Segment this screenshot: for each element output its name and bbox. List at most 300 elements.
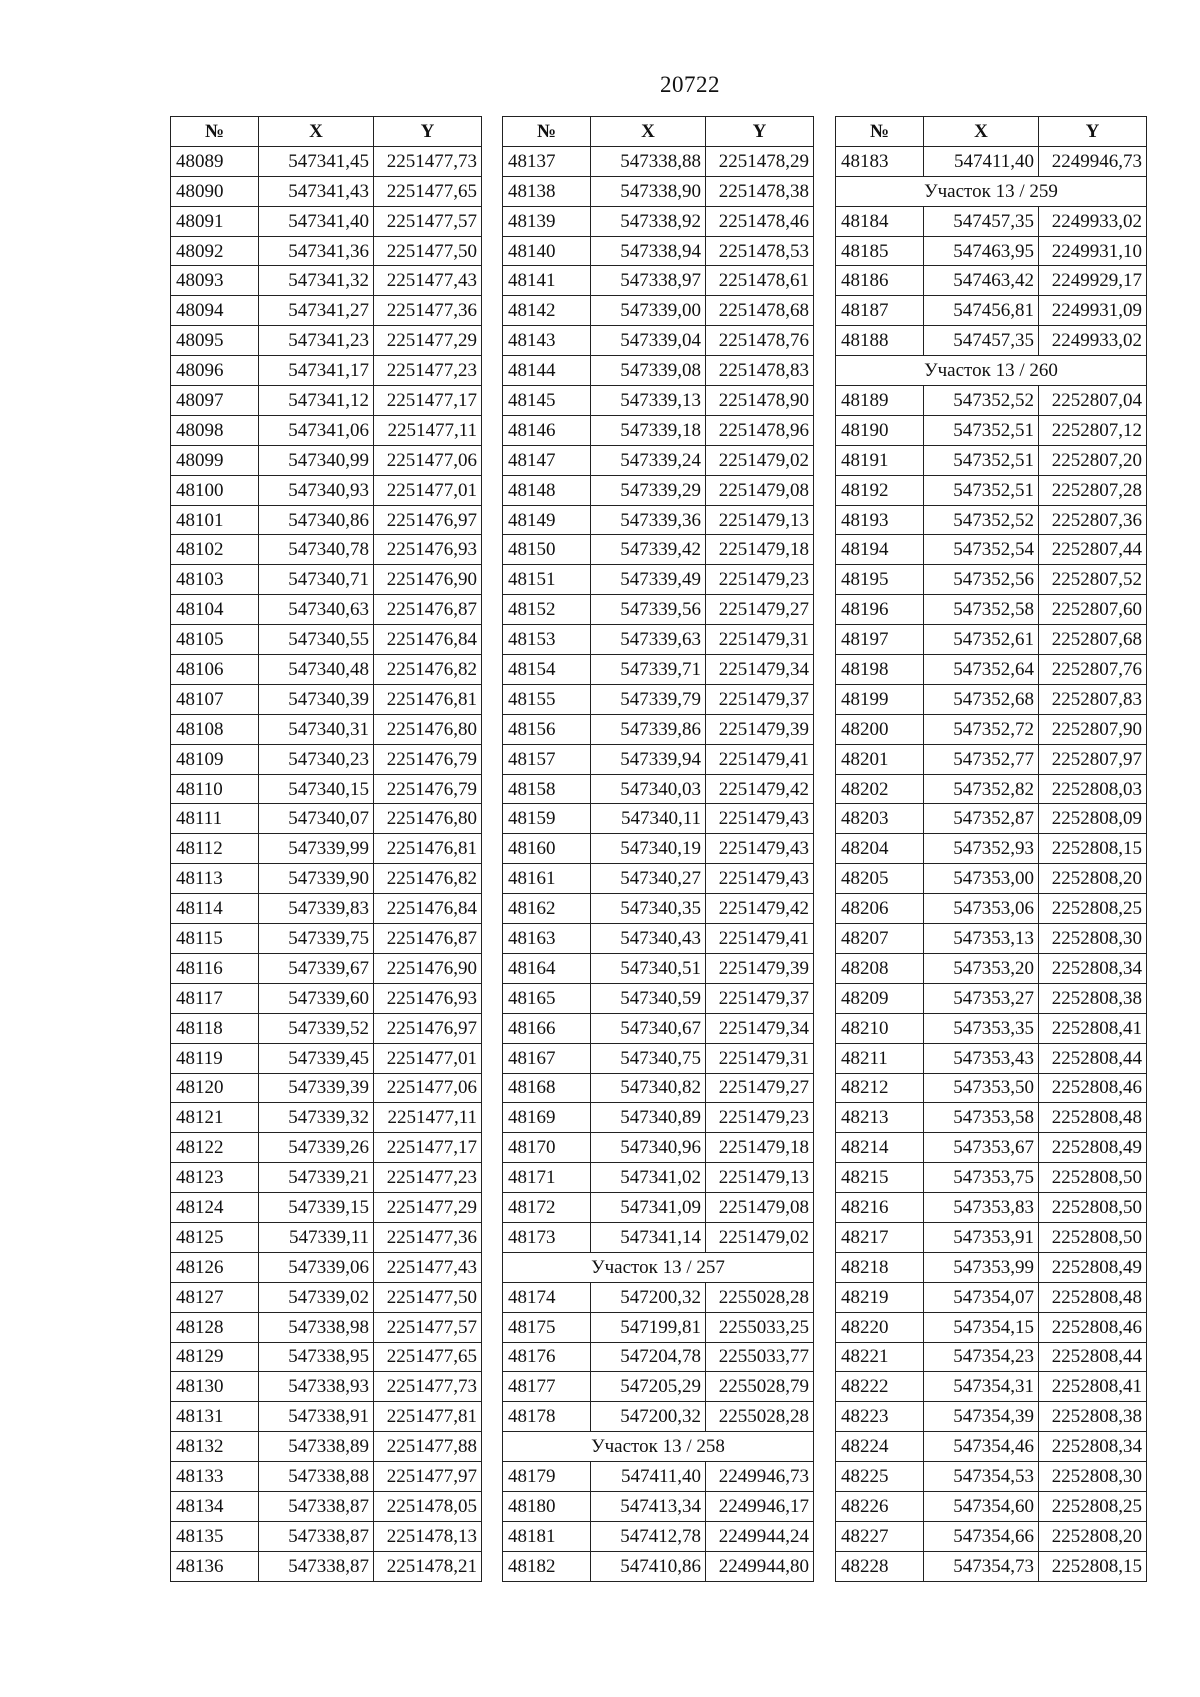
table-row <box>171 953 482 983</box>
x-coordinate-cell: 547338,87 <box>259 1491 374 1521</box>
point-number-cell: 48206 <box>836 894 924 924</box>
table-row <box>171 445 482 475</box>
y-coordinate-cell: 2252808,30 <box>1039 924 1147 954</box>
table-row <box>171 625 482 655</box>
y-coordinate-cell: 2251477,23 <box>374 356 482 386</box>
table-row <box>836 236 1147 266</box>
section-row <box>503 1432 814 1462</box>
y-coordinate-cell: 2251479,41 <box>706 924 814 954</box>
x-coordinate-cell: 547339,21 <box>259 1163 374 1193</box>
table-row <box>503 1163 814 1193</box>
table-row <box>503 924 814 954</box>
x-coordinate-cell: 547353,35 <box>924 1013 1039 1043</box>
y-coordinate-cell: 2252808,20 <box>1039 864 1147 894</box>
point-number-cell: 48106 <box>171 655 259 685</box>
x-coordinate-cell: 547354,60 <box>924 1491 1039 1521</box>
point-number-cell: 48182 <box>503 1551 591 1581</box>
point-number-cell: 48101 <box>171 505 259 535</box>
point-number-cell: 48142 <box>503 296 591 326</box>
point-number-cell: 48091 <box>171 206 259 236</box>
section-title: Участок 13 / 258 <box>503 1432 814 1462</box>
x-coordinate-cell: 547340,59 <box>591 983 706 1013</box>
y-coordinate-cell: 2251479,37 <box>706 684 814 714</box>
x-coordinate-cell: 547352,72 <box>924 714 1039 744</box>
x-coordinate-cell: 547340,82 <box>591 1073 706 1103</box>
table-row <box>171 1073 482 1103</box>
point-number-cell: 48145 <box>503 386 591 416</box>
x-coordinate-cell: 547338,89 <box>259 1432 374 1462</box>
header-y: Y <box>1039 117 1147 147</box>
y-coordinate-cell: 2251477,01 <box>374 475 482 505</box>
y-coordinate-cell: 2251477,43 <box>374 1252 482 1282</box>
y-coordinate-cell: 2252808,15 <box>1039 1551 1147 1581</box>
table-row <box>836 206 1147 236</box>
point-number-cell: 48119 <box>171 1043 259 1073</box>
table-row <box>503 1282 814 1312</box>
table-row <box>836 655 1147 685</box>
x-coordinate-cell: 547339,49 <box>591 565 706 595</box>
point-number-cell: 48089 <box>171 146 259 176</box>
y-coordinate-cell: 2251479,13 <box>706 1163 814 1193</box>
point-number-cell: 48188 <box>836 326 924 356</box>
x-coordinate-cell: 547354,15 <box>924 1312 1039 1342</box>
x-coordinate-cell: 547340,15 <box>259 774 374 804</box>
y-coordinate-cell: 2251478,83 <box>706 356 814 386</box>
point-number-cell: 48146 <box>503 415 591 445</box>
table-row <box>171 1103 482 1133</box>
y-coordinate-cell: 2251479,27 <box>706 595 814 625</box>
x-coordinate-cell: 547463,95 <box>924 236 1039 266</box>
table-row <box>503 296 814 326</box>
point-number-cell: 48093 <box>171 266 259 296</box>
point-number-cell: 48170 <box>503 1133 591 1163</box>
point-number-cell: 48211 <box>836 1043 924 1073</box>
table-row <box>171 595 482 625</box>
table-row <box>171 386 482 416</box>
x-coordinate-cell: 547352,68 <box>924 684 1039 714</box>
point-number-cell: 48144 <box>503 356 591 386</box>
x-coordinate-cell: 547200,32 <box>591 1402 706 1432</box>
y-coordinate-cell: 2251478,96 <box>706 415 814 445</box>
y-coordinate-cell: 2255028,28 <box>706 1402 814 1432</box>
y-coordinate-cell: 2251479,42 <box>706 894 814 924</box>
table-row <box>171 415 482 445</box>
x-coordinate-cell: 547339,39 <box>259 1073 374 1103</box>
x-coordinate-cell: 547339,06 <box>259 1252 374 1282</box>
x-coordinate-cell: 547354,73 <box>924 1551 1039 1581</box>
x-coordinate-cell: 547204,78 <box>591 1342 706 1372</box>
point-number-cell: 48167 <box>503 1043 591 1073</box>
y-coordinate-cell: 2251476,79 <box>374 774 482 804</box>
table-row <box>171 356 482 386</box>
table-row <box>836 684 1147 714</box>
table-row <box>503 1462 814 1492</box>
point-number-cell: 48178 <box>503 1402 591 1432</box>
table-row <box>171 296 482 326</box>
table-row <box>171 1282 482 1312</box>
table-row <box>503 864 814 894</box>
point-number-cell: 48090 <box>171 176 259 206</box>
point-number-cell: 48162 <box>503 894 591 924</box>
point-number-cell: 48098 <box>171 415 259 445</box>
coordinates-table-2 <box>502 116 814 1582</box>
x-coordinate-cell: 547340,78 <box>259 535 374 565</box>
y-coordinate-cell: 2251478,13 <box>374 1521 482 1551</box>
table-row <box>503 983 814 1013</box>
table-row <box>503 1402 814 1432</box>
y-coordinate-cell: 2251477,50 <box>374 236 482 266</box>
table-row <box>171 834 482 864</box>
y-coordinate-cell: 2252808,44 <box>1039 1043 1147 1073</box>
x-coordinate-cell: 547338,88 <box>259 1462 374 1492</box>
y-coordinate-cell: 2249931,09 <box>1039 296 1147 326</box>
table-row <box>171 1342 482 1372</box>
y-coordinate-cell: 2251478,05 <box>374 1491 482 1521</box>
y-coordinate-cell: 2252808,50 <box>1039 1222 1147 1252</box>
point-number-cell: 48161 <box>503 864 591 894</box>
x-coordinate-cell: 547340,39 <box>259 684 374 714</box>
table-row <box>836 266 1147 296</box>
table-row <box>171 714 482 744</box>
y-coordinate-cell: 2249944,80 <box>706 1551 814 1581</box>
table-row <box>171 176 482 206</box>
point-number-cell: 48140 <box>503 236 591 266</box>
x-coordinate-cell: 547354,66 <box>924 1521 1039 1551</box>
section-title: Участок 13 / 257 <box>503 1252 814 1282</box>
table-row <box>503 445 814 475</box>
point-number-cell: 48135 <box>171 1521 259 1551</box>
point-number-cell: 48172 <box>503 1193 591 1223</box>
x-coordinate-cell: 547340,63 <box>259 595 374 625</box>
table-row <box>836 1491 1147 1521</box>
y-coordinate-cell: 2252808,50 <box>1039 1193 1147 1223</box>
table-row <box>836 505 1147 535</box>
x-coordinate-cell: 547340,43 <box>591 924 706 954</box>
y-coordinate-cell: 2251477,23 <box>374 1163 482 1193</box>
y-coordinate-cell: 2252807,44 <box>1039 535 1147 565</box>
x-coordinate-cell: 547353,00 <box>924 864 1039 894</box>
x-coordinate-cell: 547352,58 <box>924 595 1039 625</box>
table-row <box>503 595 814 625</box>
y-coordinate-cell: 2251477,57 <box>374 206 482 236</box>
point-number-cell: 48202 <box>836 774 924 804</box>
table-row <box>836 625 1147 655</box>
table-row <box>836 1521 1147 1551</box>
x-coordinate-cell: 547411,40 <box>591 1462 706 1492</box>
x-coordinate-cell: 547352,87 <box>924 804 1039 834</box>
x-coordinate-cell: 547352,51 <box>924 445 1039 475</box>
point-number-cell: 48154 <box>503 655 591 685</box>
x-coordinate-cell: 547352,61 <box>924 625 1039 655</box>
y-coordinate-cell: 2251476,80 <box>374 804 482 834</box>
point-number-cell: 48150 <box>503 535 591 565</box>
x-coordinate-cell: 547352,52 <box>924 386 1039 416</box>
table-row <box>503 565 814 595</box>
table-row <box>836 1013 1147 1043</box>
table-row <box>171 206 482 236</box>
x-coordinate-cell: 547341,17 <box>259 356 374 386</box>
y-coordinate-cell: 2252808,25 <box>1039 1491 1147 1521</box>
y-coordinate-cell: 2252808,30 <box>1039 1462 1147 1492</box>
x-coordinate-cell: 547341,45 <box>259 146 374 176</box>
table-row <box>836 1432 1147 1462</box>
table-row <box>171 1133 482 1163</box>
table-row <box>836 983 1147 1013</box>
point-number-cell: 48200 <box>836 714 924 744</box>
table-row <box>836 445 1147 475</box>
point-number-cell: 48097 <box>171 386 259 416</box>
table-row <box>171 1043 482 1073</box>
y-coordinate-cell: 2251476,84 <box>374 894 482 924</box>
point-number-cell: 48147 <box>503 445 591 475</box>
point-number-cell: 48103 <box>171 565 259 595</box>
table-row <box>503 236 814 266</box>
y-coordinate-cell: 2249946,73 <box>1039 146 1147 176</box>
point-number-cell: 48125 <box>171 1222 259 1252</box>
table-row <box>503 1222 814 1252</box>
table-row <box>503 1073 814 1103</box>
y-coordinate-cell: 2251479,34 <box>706 1013 814 1043</box>
y-coordinate-cell: 2251479,27 <box>706 1073 814 1103</box>
table-row <box>503 1551 814 1581</box>
x-coordinate-cell: 547339,94 <box>591 744 706 774</box>
y-coordinate-cell: 2252808,38 <box>1039 1402 1147 1432</box>
x-coordinate-cell: 547339,08 <box>591 356 706 386</box>
x-coordinate-cell: 547339,45 <box>259 1043 374 1073</box>
y-coordinate-cell: 2252808,49 <box>1039 1133 1147 1163</box>
point-number-cell: 48094 <box>171 296 259 326</box>
y-coordinate-cell: 2251479,31 <box>706 625 814 655</box>
y-coordinate-cell: 2251479,18 <box>706 1133 814 1163</box>
x-coordinate-cell: 547341,06 <box>259 415 374 445</box>
point-number-cell: 48139 <box>503 206 591 236</box>
table-row <box>171 475 482 505</box>
x-coordinate-cell: 547339,02 <box>259 1282 374 1312</box>
point-number-cell: 48158 <box>503 774 591 804</box>
point-number-cell: 48209 <box>836 983 924 1013</box>
x-coordinate-cell: 547341,23 <box>259 326 374 356</box>
table-row <box>836 924 1147 954</box>
y-coordinate-cell: 2251476,84 <box>374 625 482 655</box>
table-row <box>171 1013 482 1043</box>
x-coordinate-cell: 547339,75 <box>259 924 374 954</box>
y-coordinate-cell: 2252808,41 <box>1039 1013 1147 1043</box>
point-number-cell: 48149 <box>503 505 591 535</box>
table-row <box>503 744 814 774</box>
point-number-cell: 48216 <box>836 1193 924 1223</box>
table-row <box>503 1043 814 1073</box>
y-coordinate-cell: 2249931,10 <box>1039 236 1147 266</box>
x-coordinate-cell: 547340,96 <box>591 1133 706 1163</box>
point-number-cell: 48166 <box>503 1013 591 1043</box>
x-coordinate-cell: 547340,23 <box>259 744 374 774</box>
coordinates-table-1 <box>170 116 482 1582</box>
point-number-cell: 48190 <box>836 415 924 445</box>
y-coordinate-cell: 2249944,24 <box>706 1521 814 1551</box>
table-row <box>836 774 1147 804</box>
x-coordinate-cell: 547354,39 <box>924 1402 1039 1432</box>
point-number-cell: 48199 <box>836 684 924 714</box>
y-coordinate-cell: 2252808,46 <box>1039 1312 1147 1342</box>
table-row <box>503 1133 814 1163</box>
y-coordinate-cell: 2251476,97 <box>374 1013 482 1043</box>
section-row <box>503 1252 814 1282</box>
table-row <box>503 1372 814 1402</box>
x-coordinate-cell: 547339,18 <box>591 415 706 445</box>
x-coordinate-cell: 547338,88 <box>591 146 706 176</box>
x-coordinate-cell: 547338,87 <box>259 1521 374 1551</box>
x-coordinate-cell: 547352,56 <box>924 565 1039 595</box>
table-row <box>503 386 814 416</box>
point-number-cell: 48131 <box>171 1402 259 1432</box>
x-coordinate-cell: 547340,89 <box>591 1103 706 1133</box>
y-coordinate-cell: 2252807,52 <box>1039 565 1147 595</box>
section-row <box>836 176 1147 206</box>
table-row <box>503 1521 814 1551</box>
point-number-cell: 48208 <box>836 953 924 983</box>
y-coordinate-cell: 2251479,08 <box>706 1193 814 1223</box>
table-row <box>171 1462 482 1492</box>
x-coordinate-cell: 547339,52 <box>259 1013 374 1043</box>
point-number-cell: 48198 <box>836 655 924 685</box>
point-number-cell: 48193 <box>836 505 924 535</box>
point-number-cell: 48092 <box>171 236 259 266</box>
table-row <box>171 804 482 834</box>
y-coordinate-cell: 2252807,20 <box>1039 445 1147 475</box>
x-coordinate-cell: 547338,93 <box>259 1372 374 1402</box>
table-row <box>171 1163 482 1193</box>
table-row <box>836 535 1147 565</box>
y-coordinate-cell: 2255033,25 <box>706 1312 814 1342</box>
table-row <box>171 1312 482 1342</box>
table-row <box>503 625 814 655</box>
table-row <box>503 1312 814 1342</box>
y-coordinate-cell: 2252807,90 <box>1039 714 1147 744</box>
point-number-cell: 48112 <box>171 834 259 864</box>
point-number-cell: 48134 <box>171 1491 259 1521</box>
y-coordinate-cell: 2251479,34 <box>706 655 814 685</box>
point-number-cell: 48109 <box>171 744 259 774</box>
point-number-cell: 48186 <box>836 266 924 296</box>
y-coordinate-cell: 2252808,49 <box>1039 1252 1147 1282</box>
x-coordinate-cell: 547341,40 <box>259 206 374 236</box>
point-number-cell: 48179 <box>503 1462 591 1492</box>
point-number-cell: 48184 <box>836 206 924 236</box>
x-coordinate-cell: 547353,50 <box>924 1073 1039 1103</box>
x-coordinate-cell: 547338,92 <box>591 206 706 236</box>
point-number-cell: 48203 <box>836 804 924 834</box>
y-coordinate-cell: 2251479,43 <box>706 804 814 834</box>
point-number-cell: 48127 <box>171 1282 259 1312</box>
y-coordinate-cell: 2251476,80 <box>374 714 482 744</box>
x-coordinate-cell: 547339,00 <box>591 296 706 326</box>
y-coordinate-cell: 2252807,12 <box>1039 415 1147 445</box>
table-row <box>503 146 814 176</box>
table-row <box>171 1551 482 1581</box>
table-row <box>836 1193 1147 1223</box>
x-coordinate-cell: 547354,46 <box>924 1432 1039 1462</box>
table-row <box>836 1282 1147 1312</box>
table-row <box>503 1342 814 1372</box>
table-row <box>171 326 482 356</box>
x-coordinate-cell: 547340,99 <box>259 445 374 475</box>
point-number-cell: 48148 <box>503 475 591 505</box>
point-number-cell: 48138 <box>503 176 591 206</box>
x-coordinate-cell: 547412,78 <box>591 1521 706 1551</box>
point-number-cell: 48221 <box>836 1342 924 1372</box>
x-coordinate-cell: 547340,93 <box>259 475 374 505</box>
x-coordinate-cell: 547338,98 <box>259 1312 374 1342</box>
section-title: Участок 13 / 260 <box>836 356 1147 386</box>
y-coordinate-cell: 2251477,73 <box>374 1372 482 1402</box>
point-number-cell: 48121 <box>171 1103 259 1133</box>
table-row <box>171 1521 482 1551</box>
x-coordinate-cell: 547340,55 <box>259 625 374 655</box>
y-coordinate-cell: 2251478,38 <box>706 176 814 206</box>
table-row <box>503 774 814 804</box>
y-coordinate-cell: 2251477,36 <box>374 1222 482 1252</box>
point-number-cell: 48157 <box>503 744 591 774</box>
y-coordinate-cell: 2252807,36 <box>1039 505 1147 535</box>
point-number-cell: 48156 <box>503 714 591 744</box>
x-coordinate-cell: 547413,34 <box>591 1491 706 1521</box>
point-number-cell: 48102 <box>171 535 259 565</box>
point-number-cell: 48129 <box>171 1342 259 1372</box>
y-coordinate-cell: 2251478,76 <box>706 326 814 356</box>
y-coordinate-cell: 2249933,02 <box>1039 206 1147 236</box>
y-coordinate-cell: 2252808,46 <box>1039 1073 1147 1103</box>
y-coordinate-cell: 2251479,43 <box>706 864 814 894</box>
x-coordinate-cell: 547340,11 <box>591 804 706 834</box>
table-row <box>503 894 814 924</box>
point-number-cell: 48205 <box>836 864 924 894</box>
y-coordinate-cell: 2249946,73 <box>706 1462 814 1492</box>
point-number-cell: 48141 <box>503 266 591 296</box>
header-x: X <box>591 117 706 147</box>
table-row <box>171 266 482 296</box>
y-coordinate-cell: 2251479,39 <box>706 714 814 744</box>
x-coordinate-cell: 547339,56 <box>591 595 706 625</box>
table-row <box>171 146 482 176</box>
table-row <box>836 1043 1147 1073</box>
y-coordinate-cell: 2251477,43 <box>374 266 482 296</box>
y-coordinate-cell: 2252808,03 <box>1039 774 1147 804</box>
point-number-cell: 48194 <box>836 535 924 565</box>
point-number-cell: 48201 <box>836 744 924 774</box>
table-row <box>503 1193 814 1223</box>
point-number-cell: 48120 <box>171 1073 259 1103</box>
x-coordinate-cell: 547341,14 <box>591 1222 706 1252</box>
y-coordinate-cell: 2251478,29 <box>706 146 814 176</box>
x-coordinate-cell: 547339,99 <box>259 834 374 864</box>
table-row <box>171 924 482 954</box>
table-row <box>503 505 814 535</box>
table-row <box>503 415 814 445</box>
table-row <box>503 475 814 505</box>
x-coordinate-cell: 547339,15 <box>259 1193 374 1223</box>
y-coordinate-cell: 2251477,29 <box>374 1193 482 1223</box>
y-coordinate-cell: 2252807,68 <box>1039 625 1147 655</box>
table-row <box>171 894 482 924</box>
point-number-cell: 48143 <box>503 326 591 356</box>
table-row <box>836 1551 1147 1581</box>
section-row <box>836 356 1147 386</box>
point-number-cell: 48226 <box>836 1491 924 1521</box>
point-number-cell: 48195 <box>836 565 924 595</box>
x-coordinate-cell: 547352,51 <box>924 415 1039 445</box>
table-row <box>836 1073 1147 1103</box>
point-number-cell: 48174 <box>503 1282 591 1312</box>
